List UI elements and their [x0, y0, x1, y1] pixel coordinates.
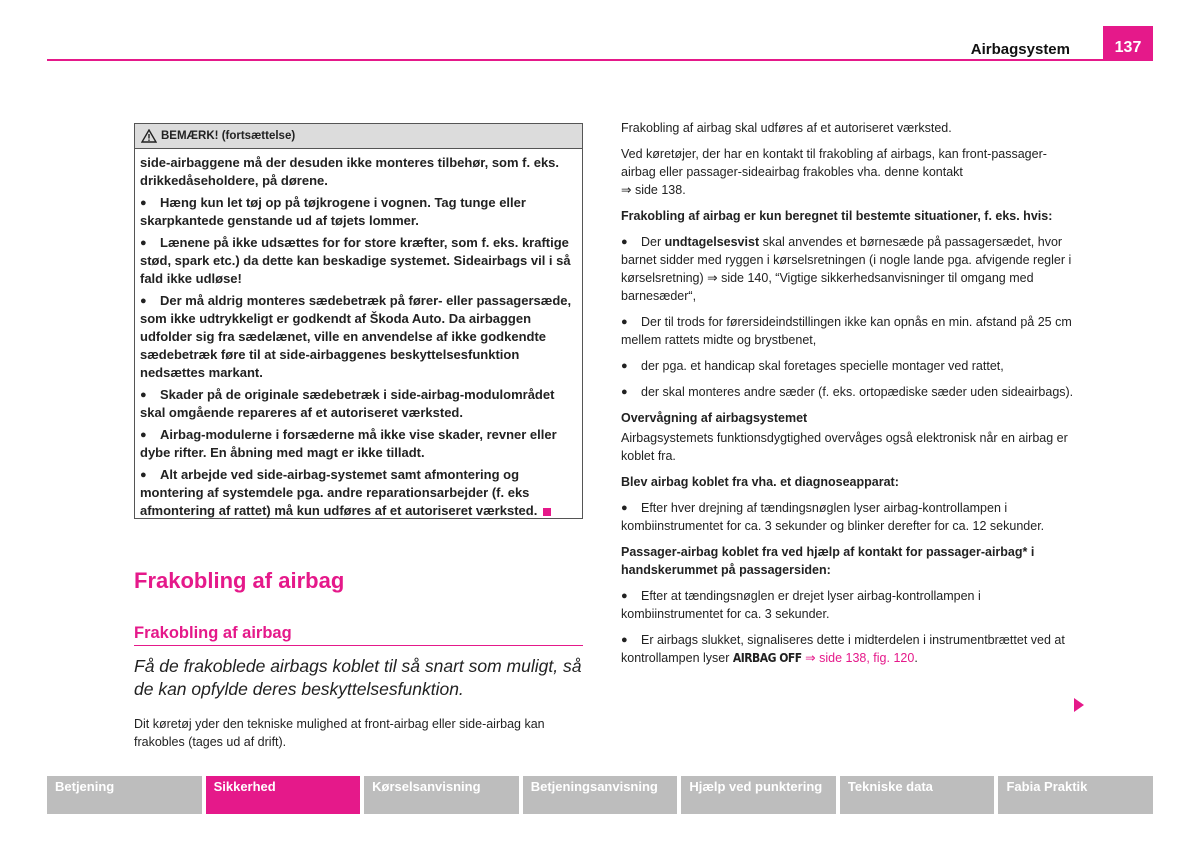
- warning-bullet: ● Hæng kun let tøj op på tøjkrogene i vognen. Tag tunge eller skarpkantede genstande ud af tøjets lommer.: [140, 195, 526, 228]
- warning-bullet: ● Lænene på ikke udsættes for for store kræfter, som f. eks. kraftige stød, spark etc.) da dette kan beskadige systemet. Sideairbags vil i så fald ikke udløse!: [140, 235, 571, 286]
- bullet-icon: ●: [621, 386, 628, 398]
- bullet-icon: ●: [621, 634, 628, 646]
- bullet-item: ● Efter at tændingsnøglen er drejet lyser airbag-kontrollampen i kombiinstrumentet for ca. 3 sekunder.: [621, 589, 981, 621]
- bullet-icon: ●: [621, 316, 628, 328]
- tab-tekniske-data[interactable]: Tekniske data: [840, 776, 995, 814]
- warning-body: [135, 149, 582, 520]
- bullet-icon: ●: [140, 469, 147, 481]
- page-reference: ⇒ side 138.: [621, 183, 686, 197]
- chapter-heading: Frakobling af airbag: [134, 568, 345, 593]
- bullet-item: ● Der undtagelsesvist skal anvendes et børnesæde på passagersædet, hvor barnet sidder med ryggen i kørselsretningen (i nogle lande pga. afvigende regler i kørselsretning) ⇒ side 140, “Vigtige sikkerhedsanvisninger til omgang med barnesæder“,: [621, 235, 1072, 303]
- tab-korselsanvisning[interactable]: Kørselsanvisning: [364, 776, 519, 814]
- warning-header: [135, 124, 582, 149]
- subheading: Overvågning af airbagsystemet: [621, 411, 808, 425]
- bullet-icon: ●: [140, 389, 147, 401]
- paragraph: Ved køretøjer, der har en kontakt til frakobling af airbags, kan front-passager-airbag eller passager-sideairbag frakobles vha. denne kontakt ⇒ side 138.: [621, 147, 1047, 197]
- bullet-item: ● der pga. et handicap skal foretages specielle montager ved rattet,: [621, 359, 1004, 373]
- bullet-item: ● Er airbags slukket, signaliseres dette i midterdelen i instrumentbrættet ved at kontrollampen lyser AIRBAG OFF ⇒ side 138, fig. 120.: [621, 633, 1065, 665]
- section-heading: Frakobling af airbag: [134, 624, 292, 642]
- bullet-icon: ●: [621, 590, 628, 602]
- bullet-item: ● Efter hver drejning af tændingsnøglen lyser airbag-kontrollampen i kombiinstrumentet for ca. 3 sekunder og blinker derefter for ca. 12 sekunder.: [621, 501, 1045, 533]
- warning-title: BEMÆRK! (fortsættelse): [161, 130, 296, 142]
- intro-text: Få de frakoblede airbags koblet til så snart som muligt, så de kan opfylde deres beskyttelsesfunktion.: [134, 656, 582, 699]
- warning-bullet: ● Alt arbejde ved side-airbag-systemet samt afmontering og montering af systemdele pga. andre reparationsarbejder (f. eks afmontering af rattet) må kun udføres af et autoriseret værksted.: [140, 466, 577, 520]
- paragraph: Airbagsystemets funktionsdygtighed overvåges også elektronisk når en airbag er koblet fra.: [621, 431, 1068, 463]
- bullet-icon: ●: [140, 237, 147, 249]
- subheading: Passager-airbag koblet fra ved hjælp af kontakt for passager-airbag* i handskerummet på passagersiden:: [621, 545, 1035, 577]
- bullet-icon: ●: [140, 295, 147, 307]
- chapter-navigation: [47, 776, 1153, 814]
- warning-bullet: ● Der må aldrig monteres sædebetræk på fører- eller passagersæde, som ikke udtrykkeligt er godkendt af Škoda Auto. Da airbaggen udfolder sig fra sædelænet, ville en anvendelse af ikke godkendte sædebetræk føre til at side-airbaggenes beskyttelsesfunktion nedsættes markant.: [140, 293, 572, 380]
- heading-rule: [134, 645, 583, 646]
- tab-fabia-praktik[interactable]: Fabia Praktik: [998, 776, 1153, 814]
- header-rule: [47, 59, 1153, 61]
- bullet-icon: ●: [621, 502, 628, 514]
- bullet-icon: ●: [621, 236, 628, 248]
- airbag-off-lamp-symbol: AIRBAG OFF: [732, 651, 802, 665]
- tab-betjeningsanvisning[interactable]: Betjeningsanvisning: [523, 776, 678, 814]
- right-column: [621, 119, 1076, 675]
- warning-paragraph: side-airbaggene må der desuden ikke monteres tilbehør, som f. eks. drikkedåseholdere, på dørene.: [140, 155, 560, 188]
- page-number: 137: [1103, 26, 1153, 60]
- bullet-icon: ●: [621, 360, 628, 372]
- figure-reference-link[interactable]: ⇒ side 138, fig. 120: [805, 651, 915, 665]
- warning-bullet: ● Skader på de originale sædebetræk i side-airbag-modulområdet skal omgående repareres af et autoriseret værksted.: [140, 387, 555, 420]
- warning-bullet: ● Airbag-modulerne i forsæderne må ikke vise skader, revner eller dybe rifter. En åbning med magt er ikke tilladt.: [140, 427, 557, 460]
- warning-box: [134, 123, 583, 519]
- bullet-icon: ●: [140, 429, 147, 441]
- end-square-icon: [543, 508, 551, 516]
- tab-sikkerhed[interactable]: Sikkerhed: [206, 776, 361, 814]
- body-text: Dit køretøj yder den tekniske mulighed at front-airbag eller side-airbag kan frakobles (tages ud af drift).: [134, 717, 545, 749]
- section-title: Airbagsystem: [970, 41, 1070, 58]
- tab-hjaelp-ved-punktering[interactable]: Hjælp ved punktering: [681, 776, 836, 814]
- next-page-arrow-icon[interactable]: [1074, 698, 1084, 712]
- bullet-item: ● der skal monteres andre sæder (f. eks. ortopædiske sæder uden sideairbags).: [621, 385, 1074, 399]
- subheading: Frakobling af airbag er kun beregnet til bestemte situationer, f. eks. hvis:: [621, 209, 1053, 223]
- tab-betjening[interactable]: Betjening: [47, 776, 202, 814]
- bullet-icon: ●: [140, 197, 147, 209]
- paragraph: Frakobling af airbag skal udføres af et autoriseret værksted.: [621, 121, 952, 135]
- subheading: Blev airbag koblet fra vha. et diagnoseapparat:: [621, 475, 899, 489]
- warning-triangle-icon: [141, 129, 157, 143]
- bullet-item: ● Der til trods for førersideindstillingen ikke kan opnås en min. afstand på 25 cm mellem rattets midte og brystbenet,: [621, 315, 1072, 347]
